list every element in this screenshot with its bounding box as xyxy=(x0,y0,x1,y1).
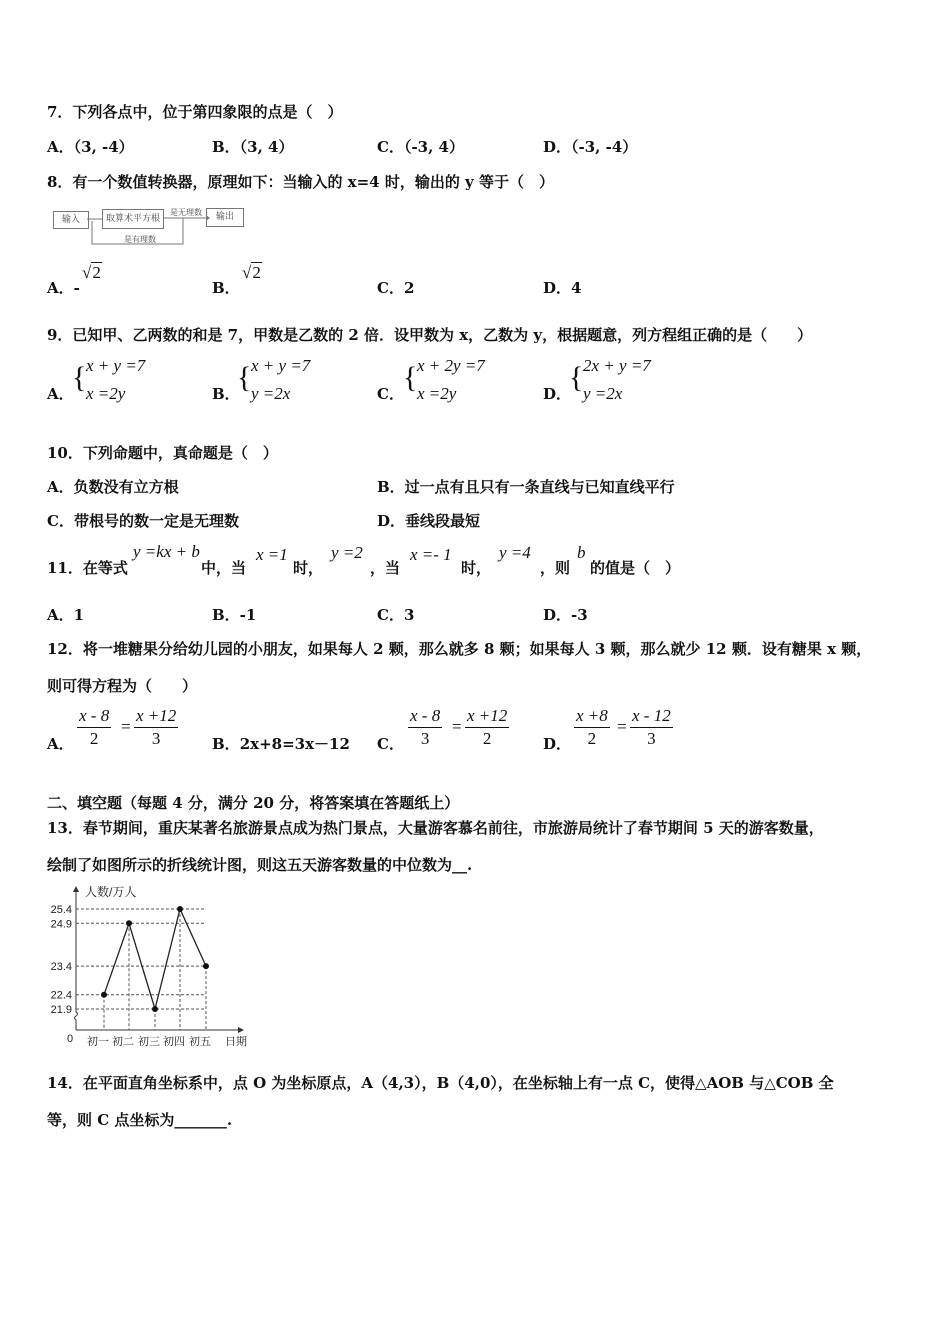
q8-option-d: D．4 xyxy=(543,279,582,297)
q7-option-d: D．（-3, -4） xyxy=(543,138,638,156)
brace-icon: { xyxy=(569,361,584,394)
data-point xyxy=(177,906,183,912)
q7-option-c: C．（-3, 4） xyxy=(377,138,464,156)
x-tick-label: 初一 xyxy=(87,1036,109,1048)
x-tick-label: 初五 xyxy=(189,1036,211,1048)
q12-d-frac2: $\frac{x - 12}{3}$ xyxy=(632,706,671,748)
q12-option-a-label: A． xyxy=(47,735,74,753)
x-tick-label: 初二 xyxy=(112,1036,134,1048)
flow-process-box: 取算术平方根 xyxy=(102,209,164,229)
y-tick-label: 23.4 xyxy=(50,961,72,974)
q12-option-c-label: C． xyxy=(377,735,404,753)
q11-var-b: b xyxy=(577,543,586,562)
q14-line1: 14．在平面直角坐标系中，点 O 为坐标原点，A（4,3），B（4,0），在坐标轴上有一点 C，使得△AOB 与△COB 全 xyxy=(47,1074,834,1092)
q9-b-eq1: x + y =7 xyxy=(251,356,311,375)
q10-option-d: D．垂线段最短 xyxy=(377,512,481,530)
q12-c-frac1: $\frac{x - 8}{3}$ xyxy=(410,706,441,748)
q8-option-c: C．2 xyxy=(377,279,415,297)
equals-sign: = xyxy=(452,717,462,736)
q12-option-d-label: D． xyxy=(543,735,572,753)
flow-rational-label: 是有理数 xyxy=(124,235,156,244)
section-2-heading: 二、填空题（每题 4 分，满分 20 分，将答案填在答题纸上） xyxy=(47,794,460,812)
q11-mid1: 中，当 xyxy=(201,559,247,577)
x-axis-arrow xyxy=(238,1027,244,1033)
data-point xyxy=(101,992,107,998)
q8-option-a-radical xyxy=(82,263,102,283)
x-tick-label: 初四 xyxy=(163,1036,185,1048)
data-point xyxy=(152,1006,158,1012)
sqrt-icon: √ xyxy=(82,263,92,282)
q12-stem-line1: 12．将一堆糖果分给幼儿园的小朋友，如果每人 2 颗，那么就多 8 颗；如果每人 3 颗，那么就少 12 颗．设有糖果 x 颗， xyxy=(47,640,872,658)
q10-stem: 10．下列命题中，真命题是（ ） xyxy=(47,444,278,462)
q9-b-eq2: y =2x xyxy=(251,384,291,403)
q11-suffix: 的值是（ ） xyxy=(590,559,681,577)
q11-cond4: y =4 xyxy=(499,543,531,562)
y-tick-label: 25.4 xyxy=(50,904,72,916)
radicand: 2 xyxy=(252,263,261,282)
q9-option-d-label: D． xyxy=(543,385,572,403)
origin-label: 0 xyxy=(66,1033,74,1045)
y-tick-label: 24.9 xyxy=(50,918,72,931)
flow-input-box: 输入 xyxy=(53,211,89,229)
q11-mid5: ，则 xyxy=(540,559,571,577)
q11-mid4: 时， xyxy=(461,559,492,577)
brace-icon: { xyxy=(403,361,418,394)
q7-stem: 7．下列各点中，位于第四象限的点是（ ） xyxy=(47,103,343,121)
q9-d-eq2: y =2x xyxy=(583,384,623,403)
q12-a-frac1: $\frac{x - 8}{2}$ xyxy=(79,706,110,748)
series-line xyxy=(104,909,206,1009)
q11-mid2: 时， xyxy=(293,559,324,577)
q12-stem-line2: 则可得方程为（ ） xyxy=(47,677,198,695)
q11-option-a: A．1 xyxy=(47,606,85,624)
y-tick-label: 22.4 xyxy=(50,989,72,1002)
flow-irrational-label: 是无理数 xyxy=(170,208,202,217)
q12-option-b: B．2x+8=3x－12 xyxy=(212,735,350,753)
x-tick-label: 初三 xyxy=(138,1036,160,1048)
brace-icon: { xyxy=(237,361,252,394)
q13-line2: 绘制了如图所示的折线统计图，则这五天游客数量的中位数为__. xyxy=(47,856,473,874)
q7-option-a: A．（3, -4） xyxy=(47,138,134,156)
q11-prefix: 11．在等式 xyxy=(47,559,128,577)
q8-stem: 8．有一个数值转换器，原理如下：当输入的 x=4 时，输出的 y 等于（ ） xyxy=(47,173,554,191)
q8-option-b-radical xyxy=(242,263,262,283)
q9-option-c-label: C． xyxy=(377,385,404,403)
q11-mid3: ，当 xyxy=(370,559,401,577)
data-point xyxy=(203,963,209,969)
y-tick-label: 21.9 xyxy=(50,1004,72,1016)
q9-a-eq1: x + y =7 xyxy=(86,356,146,375)
q11-option-d: D．-3 xyxy=(543,606,588,624)
q10-option-c: C．带根号的数一定是无理数 xyxy=(47,512,239,530)
q10-option-a: A．负数没有立方根 xyxy=(47,478,179,496)
y-axis-label: 人数/万人 xyxy=(85,885,137,899)
q7-option-b: B．（3, 4） xyxy=(212,138,294,156)
q9-c-eq1: x + 2y =7 xyxy=(417,356,485,375)
brace-icon: { xyxy=(72,361,87,394)
visitor-line-chart xyxy=(40,882,252,1052)
radicand: 2 xyxy=(92,263,101,282)
q9-a-eq2: x =2y xyxy=(86,384,126,403)
minus-sign: - xyxy=(73,279,80,297)
q8-option-a xyxy=(47,277,80,298)
flow-output-box: 输出 xyxy=(206,208,244,227)
q11-cond1: x =1 xyxy=(256,545,288,564)
option-label: A． xyxy=(47,279,74,297)
q8-option-b: B． xyxy=(212,279,240,297)
q14-line2: 等，则 C 点坐标为_______. xyxy=(47,1111,233,1129)
sqrt-icon: √ xyxy=(242,263,252,282)
q9-option-a-label: A． xyxy=(47,385,74,403)
equals-sign: = xyxy=(121,717,131,736)
data-point xyxy=(126,920,132,926)
equals-sign: = xyxy=(617,717,627,736)
q13-line1: 13．春节期间，重庆某著名旅游景点成为热门景点，大量游客慕名前往，市旅游局统计了春节期间 5 天的游客数量， xyxy=(47,819,824,837)
q11-cond2: y =2 xyxy=(331,543,363,562)
q9-c-eq2: x =2y xyxy=(417,384,457,403)
q9-option-b-label: B． xyxy=(212,385,240,403)
y-axis-arrow xyxy=(73,886,79,892)
q11-option-b: B．-1 xyxy=(212,606,257,624)
q11-equation: y =kx + b xyxy=(133,542,200,561)
q11-option-c: C．3 xyxy=(377,606,415,624)
axis-break xyxy=(75,1012,78,1020)
q12-d-frac1: $\frac{x +8}{2}$ xyxy=(576,706,608,748)
q10-option-b: B．过一点有且只有一条直线与已知直线平行 xyxy=(377,478,675,496)
q9-stem: 9．已知甲、乙两数的和是 7，甲数是乙数的 2 倍．设甲数为 x，乙数为 y，根据题意，列方程组正确的是（ ） xyxy=(47,326,813,344)
x-axis-label: 日期 xyxy=(225,1036,247,1048)
q11-cond3: x =- 1 xyxy=(410,545,452,564)
q12-a-frac2: $\frac{x +12}{3}$ xyxy=(136,706,177,748)
q12-c-frac2: $\frac{x +12}{2}$ xyxy=(467,706,508,748)
q9-d-eq1: 2x + y =7 xyxy=(583,356,651,375)
